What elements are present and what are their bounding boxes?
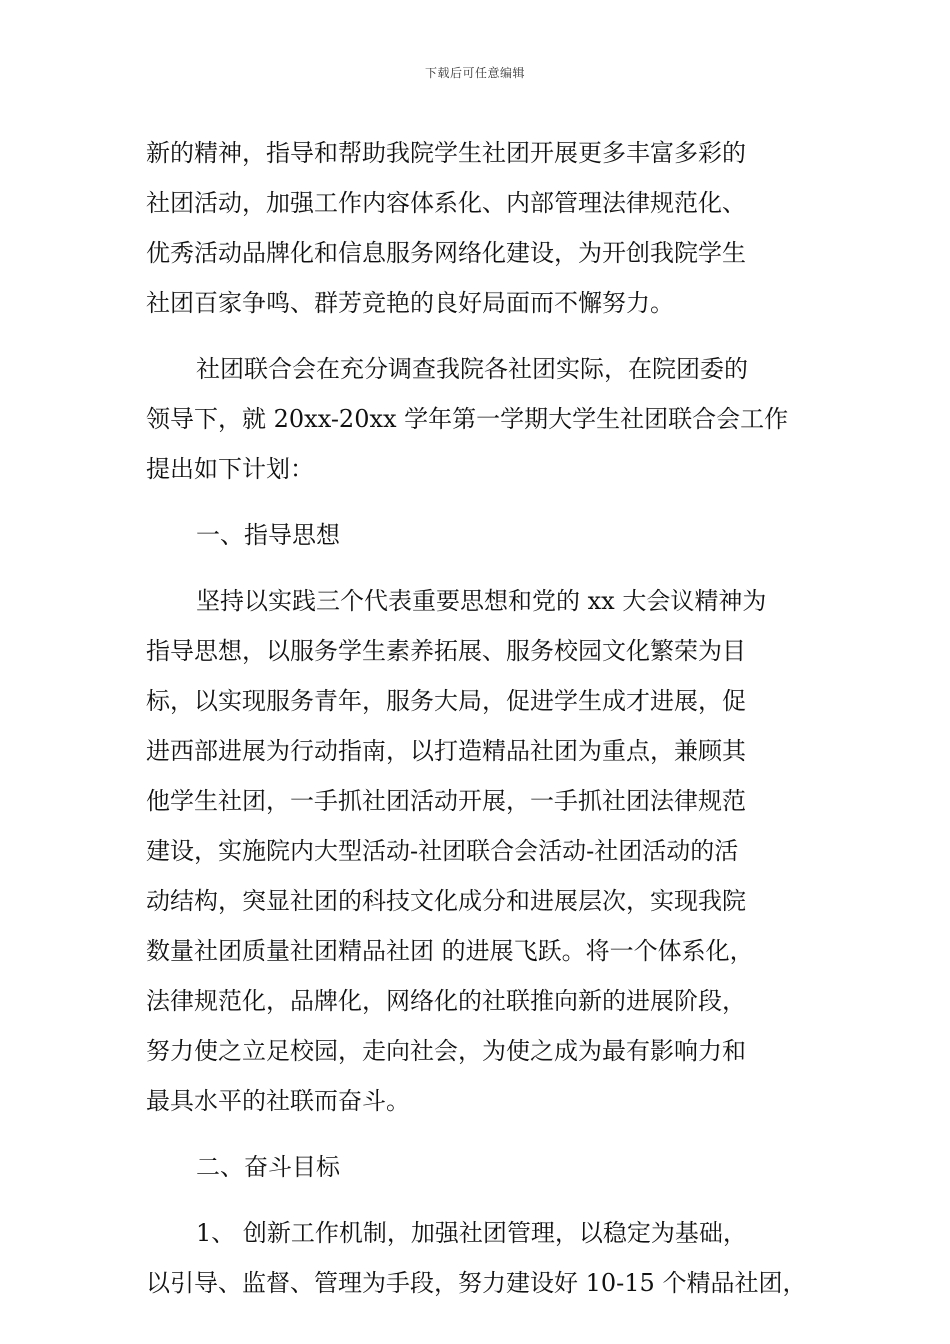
- document-body: [146, 128, 814, 1308]
- paragraph: [146, 344, 814, 494]
- paragraph: [146, 128, 814, 328]
- text-line: 新的精神，指导和帮助我院学生社团开展更多丰富多彩的: [146, 139, 746, 167]
- paragraph: [146, 510, 814, 560]
- page-header: 下载后可任意编辑: [424, 66, 525, 80]
- text-line: 一、指导思想: [196, 521, 340, 549]
- paragraph-gap: [146, 328, 814, 344]
- text-line: 坚持以实践三个代表重要思想和党的 xx 大会议精神为: [196, 587, 767, 615]
- text-line: 社团活动，加强工作内容体系化、内部管理法律规范化、: [146, 189, 746, 217]
- text-line: 努力使之立足校园，走向社会，为使之成为最有影响力和: [146, 1037, 746, 1065]
- text-line: 最具水平的社联而奋斗。: [146, 1087, 410, 1115]
- paragraph-gap: [146, 560, 814, 576]
- text-line: 社团百家争鸣、群芳竞艳的良好局面而不懈努力。: [146, 289, 674, 317]
- text-line: 标，以实现服务青年，服务大局，促进学生成才进展，促: [146, 687, 746, 715]
- text-line: 优秀活动品牌化和信息服务网络化建设，为开创我院学生: [146, 239, 746, 267]
- paragraph: [146, 1142, 814, 1192]
- text-line: 数量社团质量社团精品社团 的进展飞跃。将一个体系化，: [146, 937, 754, 965]
- text-line: 社团联合会在充分调查我院各社团实际，在院团委的: [196, 355, 748, 383]
- text-line: 1、 创新工作机制，加强社团管理，以稳定为基础，: [196, 1219, 747, 1247]
- paragraph-gap: [146, 494, 814, 510]
- paragraph-gap: [146, 1126, 814, 1142]
- paragraph: [146, 576, 814, 1126]
- text-line: 提出如下计划：: [146, 455, 314, 483]
- text-line: 领导下，就 20xx-20xx 学年第一学期大学生社团联合会工作: [146, 405, 789, 433]
- text-line: 法律规范化，品牌化，网络化的社联推向新的进展阶段，: [146, 987, 746, 1015]
- paragraph: [146, 1208, 814, 1308]
- paragraph-gap: [146, 1192, 814, 1208]
- text-line: 进西部进展为行动指南，以打造精品社团为重点，兼顾其: [146, 737, 746, 765]
- text-line: 二、奋斗目标: [196, 1153, 340, 1181]
- text-line: 他学生社团，一手抓社团活动开展，一手抓社团法律规范: [146, 787, 746, 815]
- text-line: 建设，实施院内大型活动-社团联合会活动-社团活动的活: [146, 837, 739, 865]
- text-line: 动结构，突显社团的科技文化成分和进展层次，实现我院: [146, 887, 746, 915]
- text-line: 指导思想，以服务学生素养拓展、服务校园文化繁荣为目: [146, 637, 746, 665]
- text-line: 以引导、监督、管理为手段，努力建设好 10-15 个精品社团，: [146, 1269, 807, 1297]
